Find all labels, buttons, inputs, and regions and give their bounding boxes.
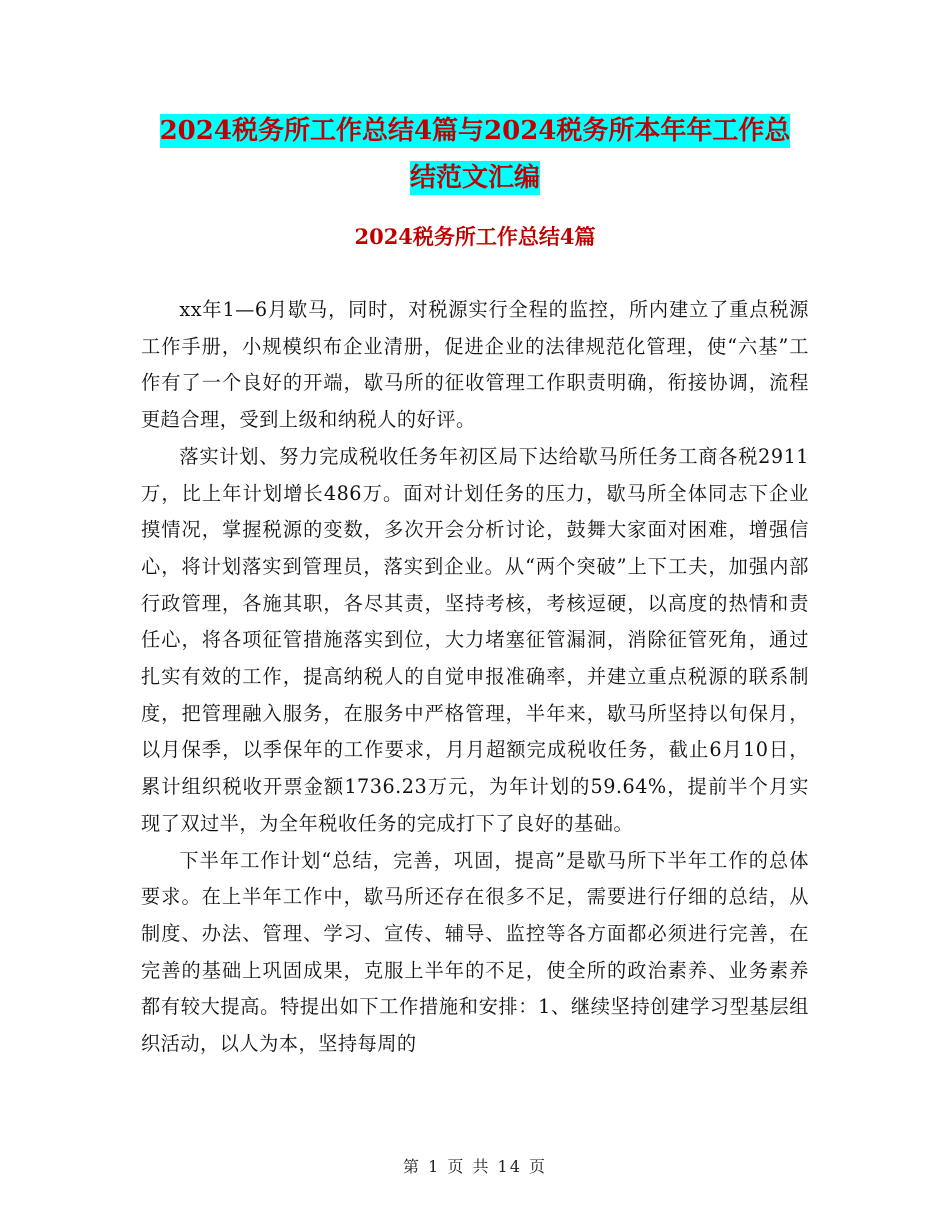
section-title: 2024税务所工作总结4篇 [354, 224, 596, 249]
document-title-line-2: 结范文汇编 [409, 163, 540, 193]
body-text [141, 292, 809, 1063]
document-title-line-1: 2024税务所工作总结4篇与2024税务所本年年工作总 [159, 116, 791, 146]
page-number-footer: 第 1 页 共 14 页 [403, 1157, 547, 1176]
document-title [0, 108, 950, 202]
paragraph-3: 下半年工作计划“总结，完善，巩固，提高”是歇马所下半年工作的总体要求。在上半年工作中，歇马所还存在很多不足，需要进行仔细的总结，从制度、办法、管理、学习、宣传、辅导、监控等各方面都必须进行完善，在完善的基础上巩固成果，克服上半年的不足，使全所的政治素养、业务素养都有较大提高。特提出如下工作措施和安排：1、继续坚持创建学习型基层组织活动，以人为本，坚持每周的 [141, 848, 809, 1056]
paragraph-2: 落实计划、努力完成税收任务年初区局下达给歇马所任务工商各税2911万，比上年计划增长486万。面对计划任务的压力，歇马所全体同志下企业摸情况，掌握税源的变数，多次开会分析讨论，鼓舞大家面对困难，增强信心，将计划落实到管理员，落实到企业。从“两个突破”上下工夫，加强内部行政管理，各施其职，各尽其责，坚持考核，考核逗硬，以高度的热情和责任心，将各项征管措施落实到位，大力堵塞征管漏洞，消除征管死角，通过扎实有效的工作，提高纳税人的自觉申报准确率，并建立重点税源的联系制度，把管理融入服务，在服务中严格管理，半年来，歇马所坚持以旬保月，以月保季，以季保年的工作要求，月月超额完成税收任务，截止6月10日，累计组织税收开票金额1736.23万元，为年计划的59.64%，提前半个月实现了双过半，为全年税收任务的完成打下了良好的基础。 [141, 444, 809, 835]
paragraph-1: xx年1—6月歇马，同时，对税源实行全程的监控，所内建立了重点税源工作手册，小规模织布企业清册，促进企业的法律规范化管理，使“六基”工作有了一个良好的开端，歇马所的征收管理工作职责明确，衔接协调，流程更趋合理，受到上级和纳税人的好评。 [141, 298, 809, 432]
